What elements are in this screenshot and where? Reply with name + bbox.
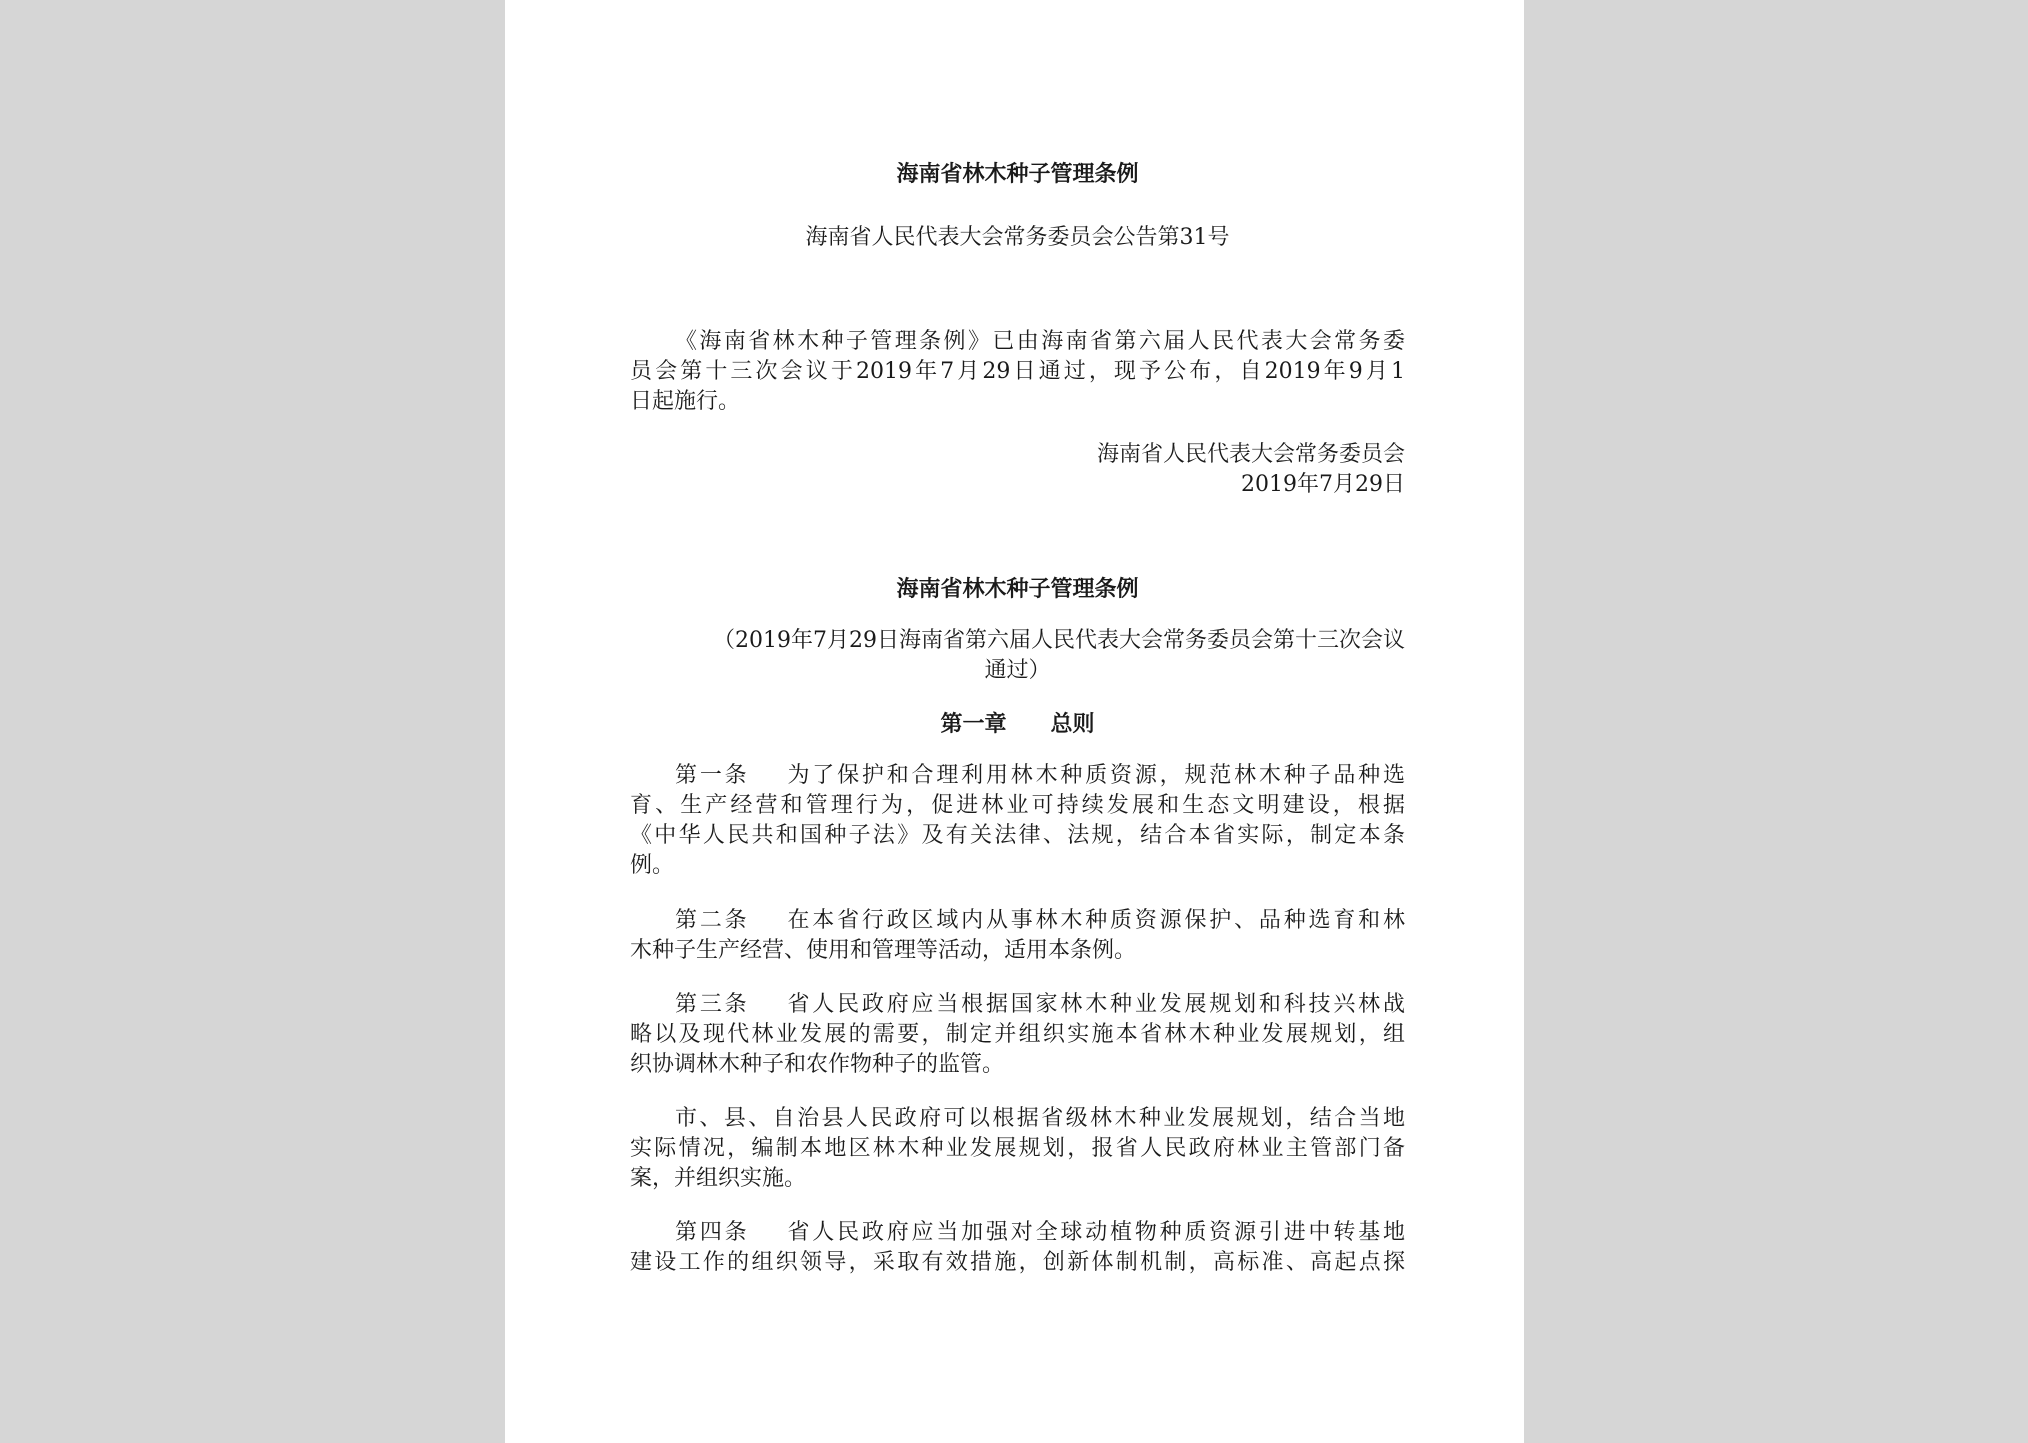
issuer-signature: 海南省人民代表大会常务委员会: [1096, 442, 1405, 467]
chapter-name: 总则: [1050, 711, 1095, 737]
article-number: 第二条: [675, 908, 750, 933]
article-line: 建设工作的组织领导，采取有效措施，创新体制机制，高标准、高起点探: [630, 1250, 1405, 1275]
article-line: [630, 761, 1405, 791]
article-line: 育、生产经营和管理行为，促进林业可持续发展和生态文明建设，根据: [630, 793, 1405, 818]
article-number: 第三条: [675, 992, 750, 1017]
article-text: 省人民政府应当加强对全球动植物种质资源引进中转基地: [787, 1220, 1405, 1245]
document-page: [505, 0, 1524, 1443]
article-line: 案，并组织实施。: [630, 1166, 807, 1191]
article-line: 木种子生产经营、使用和管理等活动，适用本条例。: [630, 938, 1137, 963]
preamble-line: 日起施行。: [630, 389, 741, 414]
article-line: [630, 990, 1405, 1020]
article-text: 为了保护和合理利用林木种质资源，规范林木种子品种选: [787, 763, 1405, 788]
article-line: 织协调林木种子和农作物种子的监管。: [630, 1052, 1005, 1077]
article-line: 《中华人民共和国种子法》及有关法律、法规，结合本省实际，制定本条: [630, 823, 1405, 848]
announcement-number: 海南省人民代表大会常务委员会公告第31号: [805, 225, 1230, 250]
article-text: 在本省行政区域内从事林木种质资源保护、品种选育和林: [787, 908, 1405, 933]
issue-date: 2019年7月29日: [1241, 472, 1405, 497]
regulation-title: 海南省林木种子管理条例: [896, 576, 1139, 602]
document-title: 海南省林木种子管理条例: [896, 161, 1139, 187]
article-line: [630, 1218, 1405, 1248]
article-number: 第一条: [675, 763, 750, 788]
adoption-note-line: （2019年7月29日海南省第六届人民代表大会常务委员会第十三次会议: [713, 628, 1405, 653]
chapter-number: 第一章: [940, 711, 1007, 737]
article-line: 实际情况，编制本地区林木种业发展规划，报省人民政府林业主管部门备: [630, 1136, 1405, 1161]
preamble-line: 《海南省林木种子管理条例》已由海南省第六届人民代表大会常务委: [675, 329, 1405, 354]
article-line: 市、县、自治县人民政府可以根据省级林木种业发展规划，结合当地: [675, 1106, 1405, 1131]
article-line: 略以及现代林业发展的需要，制定并组织实施本省林木种业发展规划，组: [630, 1022, 1405, 1047]
preamble-line: 员会第十三次会议于2019年7月29日通过，现予公布，自2019年9月1: [630, 359, 1405, 384]
chapter-heading: [630, 709, 1405, 739]
adoption-note-line: 通过）: [984, 658, 1051, 683]
article-line: 例。: [630, 853, 675, 878]
article-text: 省人民政府应当根据国家林木种业发展规划和科技兴林战: [787, 992, 1405, 1017]
article-number: 第四条: [675, 1220, 750, 1245]
article-line: [630, 906, 1405, 936]
